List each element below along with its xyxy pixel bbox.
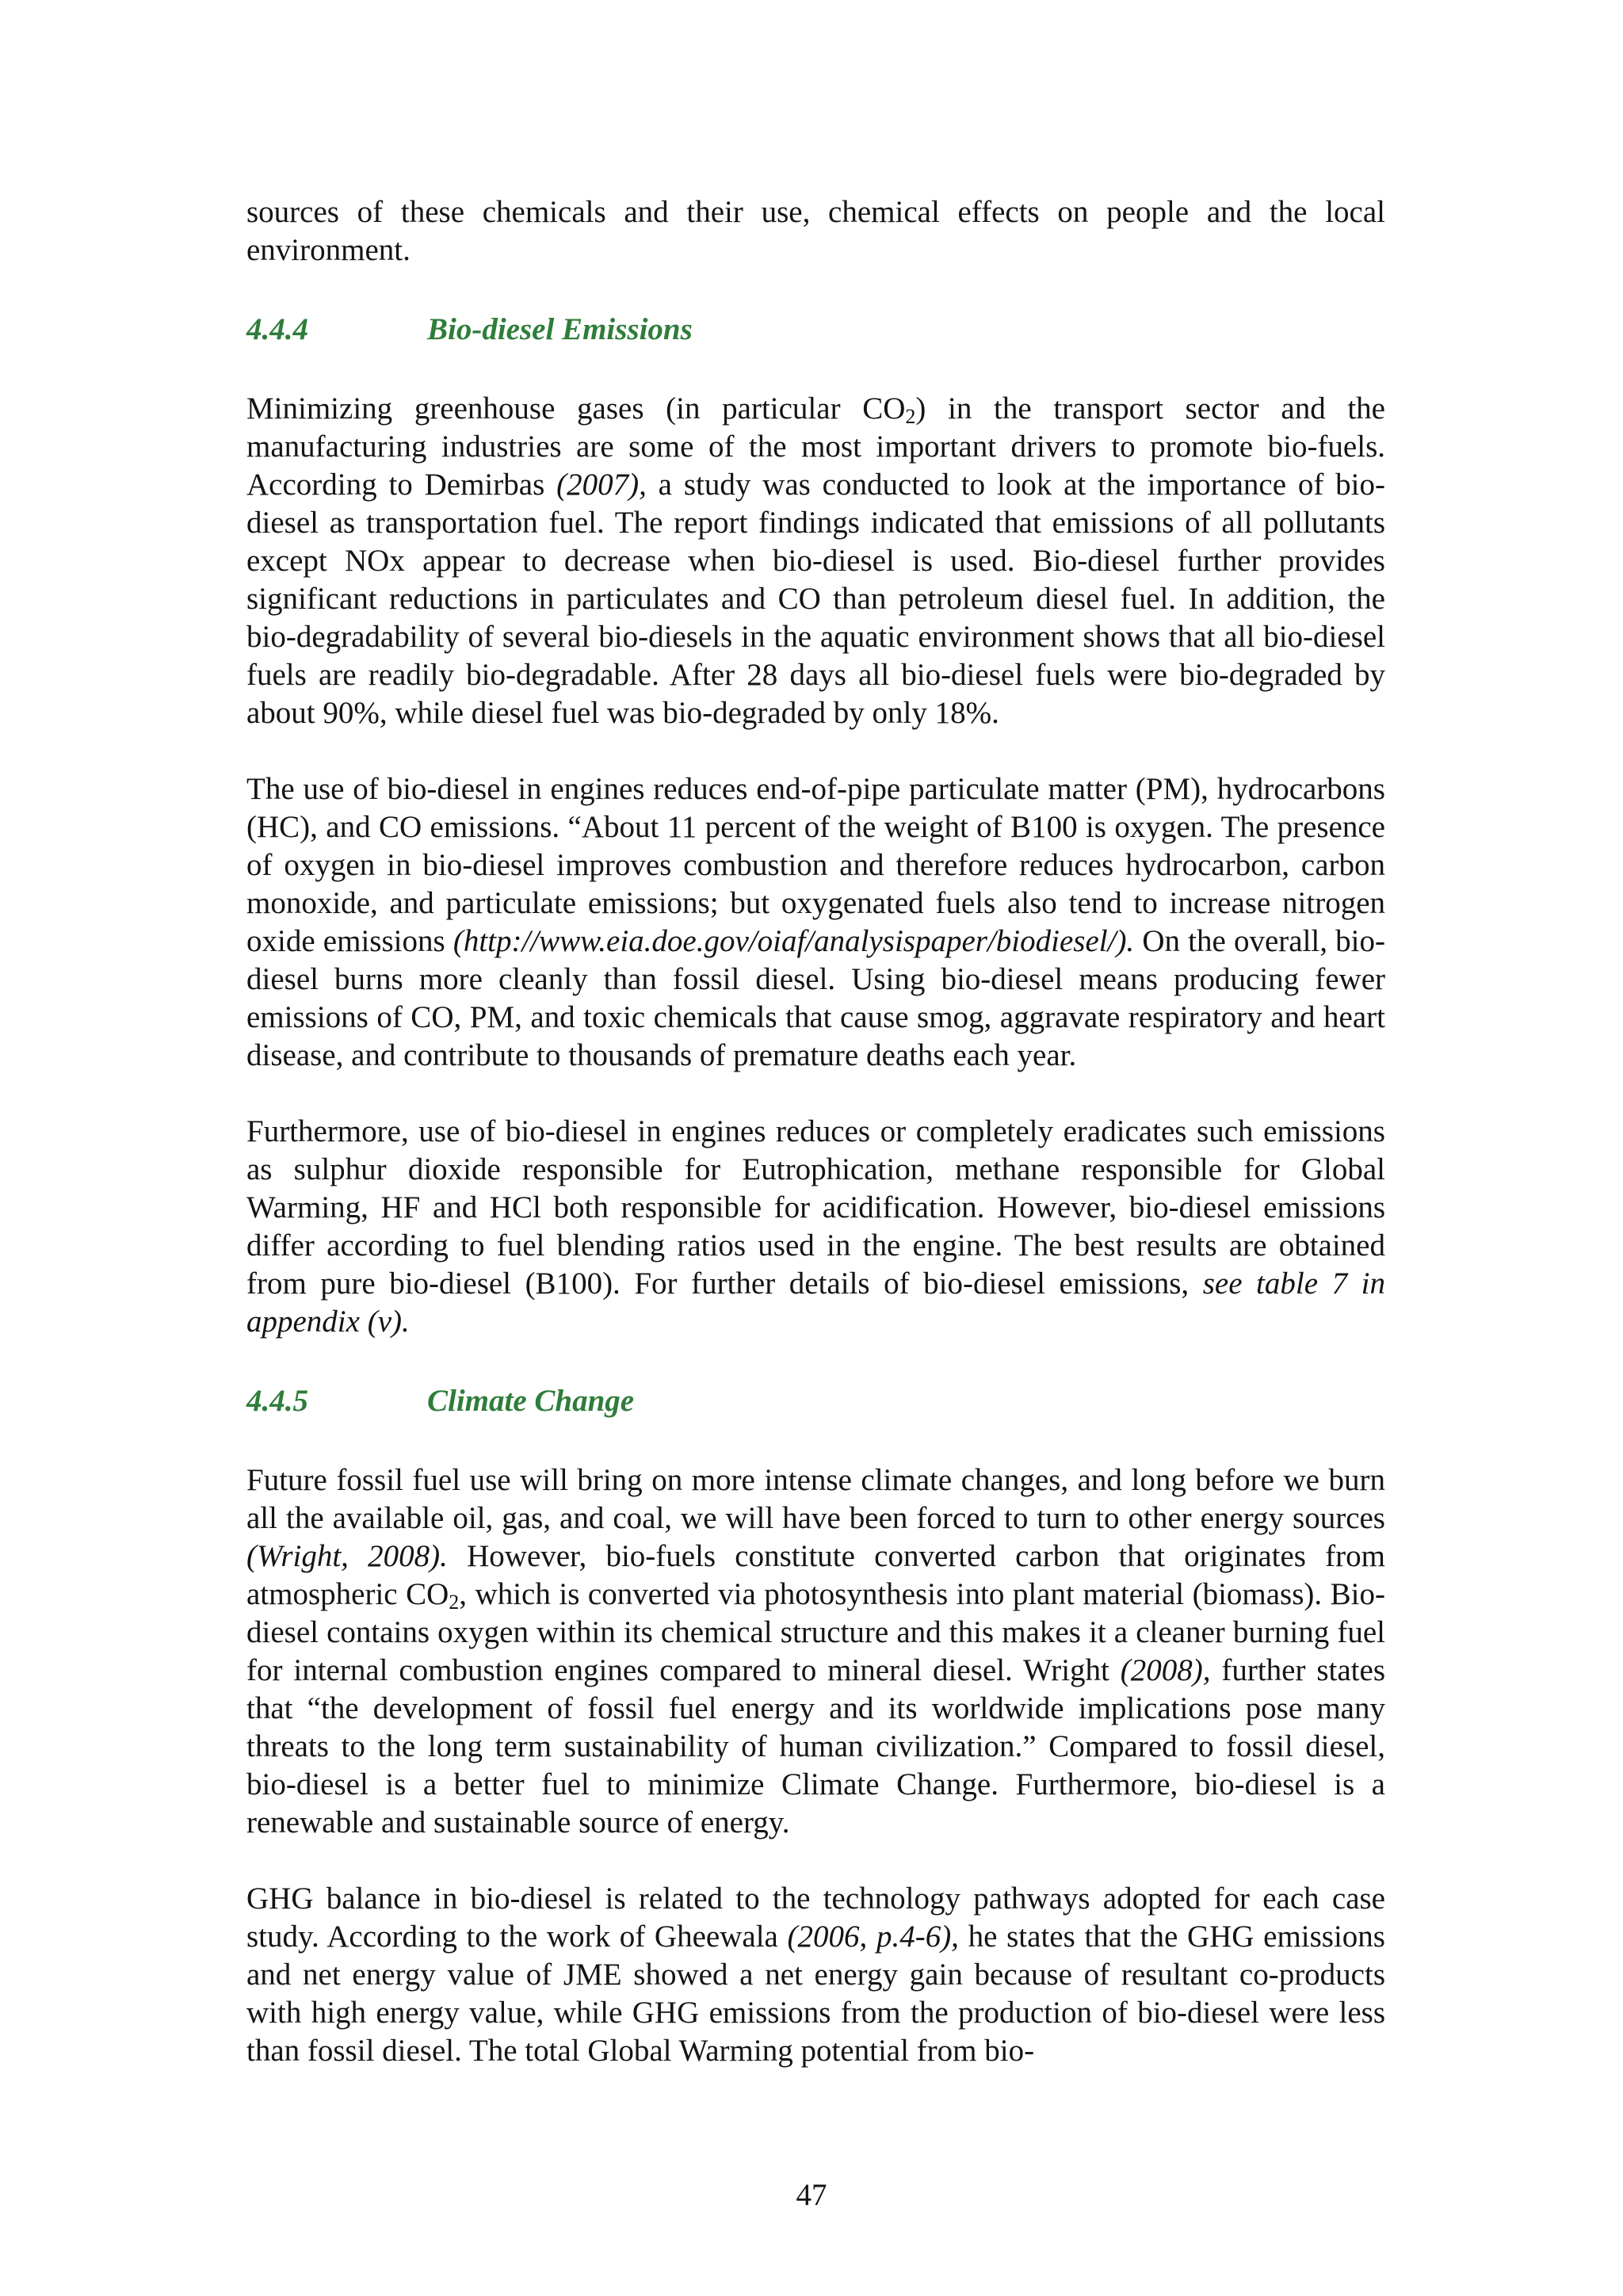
text-run: Furthermore, use of bio-diesel in engines reduces or completely eradicates such emissions as sulphur dioxide responsible for Eutrophication, methane responsible for Global Warming, HF and HCl both responsible for acidification. However, bio-diesel emissions differ according to fuel blending ratios used in the engine. The best results are obtained from pure bio-diesel (B100). For further details of bio-diesel emissions, (246, 1114, 1385, 1301)
text-run: a study was conducted to look at the importance of bio-diesel as transportation fuel. The report findings indicated that emissions of all pollutants except NOx appear to decrease when bio-diesel is used. Bio-diesel further provides significant reductions in particulates and CO than petroleum diesel fuel. In addition, the bio-degradability of several bio-diesels in the aquatic environment shows that all bio-diesel fuels are readily bio-degradable. After 28 days all bio-diesel fuels were bio-degraded by about 90%, while diesel fuel was bio-degraded by only 18%. (246, 468, 1385, 730)
subscript: 2 (449, 1591, 460, 1614)
citation: (2007), (556, 468, 647, 502)
section-title: Bio-diesel Emissions (427, 312, 693, 346)
section-heading-4-4-4 (246, 311, 1385, 349)
paragraph-climate-change (246, 1461, 1385, 1842)
text-run: , which is converted via photosynthesis into plant material (biomass). Bio-diesel contains oxygen within its chemical structure and this makes it a cleaner burning fuel for internal combustion engines compared to mineral diesel. Wright (246, 1577, 1385, 1687)
appendix-reference: see table 7 in appendix (v). (246, 1266, 1385, 1339)
text-run: he states that the GHG emissions and net energy value of JME showed a net energy gain because of resultant co-products with high energy value, while GHG emissions from the production of bio-diesel were less than fossil diesel. The total Global Warming potential from bio- (246, 1920, 1385, 2068)
citation-url: (http://www.eia.doe.gov/oiaf/analysispaper/biodiesel/). (453, 924, 1135, 958)
text-run: Minimizing greenhouse gases (in particular CO (246, 392, 906, 426)
citation: (2006, p.4-6), (787, 1920, 959, 1954)
citation: (2008), (1120, 1653, 1211, 1687)
paragraph-eradicated-emissions (246, 1113, 1385, 1341)
citation: (Wright, 2008). (246, 1539, 448, 1573)
paragraph-engine-emissions (246, 770, 1385, 1075)
page-content (246, 193, 1385, 2070)
text-run: On the overall, bio-diesel burns more cleanly than fossil diesel. Using bio-diesel means producing fewer emissions of CO, PM, and toxic chemicals that cause smog, aggravate respiratory and heart disease, and contribute to thousands of premature deaths each year. (246, 924, 1385, 1072)
text-run: Future fossil fuel use will bring on more intense climate changes, and long before we burn all the available oil, gas, and coal, we will have been forced to turn to other energy sources (246, 1463, 1385, 1535)
paragraph-text: sources of these chemicals and their use, chemical effects on people and the local environment. (246, 195, 1385, 267)
text-run: However, bio-fuels constitute converted carbon that originates from atmospheric CO (246, 1539, 1385, 1611)
section-heading-4-4-5 (246, 1382, 1385, 1420)
text-run: ) in the transport sector and the manufacturing industries are some of the most important drivers to promote bio-fuels. According to Demirbas (246, 392, 1385, 502)
paragraph-ghg-balance (246, 1880, 1385, 2070)
page-number: 47 (796, 2178, 827, 2212)
section-number: 4.4.5 (246, 1384, 308, 1418)
text-run: GHG balance in bio-diesel is related to the technology pathways adopted for each case study. According to the work of Gheewala (246, 1881, 1385, 1954)
section-title: Climate Change (427, 1384, 635, 1418)
subscript: 2 (905, 405, 916, 428)
text-run: further states that “the development of fossil fuel energy and its worldwide implications pose many threats to the long term sustainability of human civilization.” Compared to fossil diesel, bio-diesel is a better fuel to minimize Climate Change. Furthermore, bio-diesel is a renewable and sustainable source of energy. (246, 1653, 1385, 1839)
text-run: The use of bio-diesel in engines reduces end-of-pipe particulate matter (PM), hydrocarbons (HC), and CO emissions. “About 11 percent of the weight of B100 is oxygen. The presence of oxygen in bio-diesel improves combustion and therefore reduces hydrocarbon, carbon monoxide, and particulate emissions; but oxygenated fuels also tend to increase nitrogen oxide emissions (246, 772, 1385, 958)
paragraph-emissions-intro (246, 390, 1385, 732)
paragraph-continuation (246, 193, 1385, 269)
section-number: 4.4.4 (246, 312, 308, 346)
